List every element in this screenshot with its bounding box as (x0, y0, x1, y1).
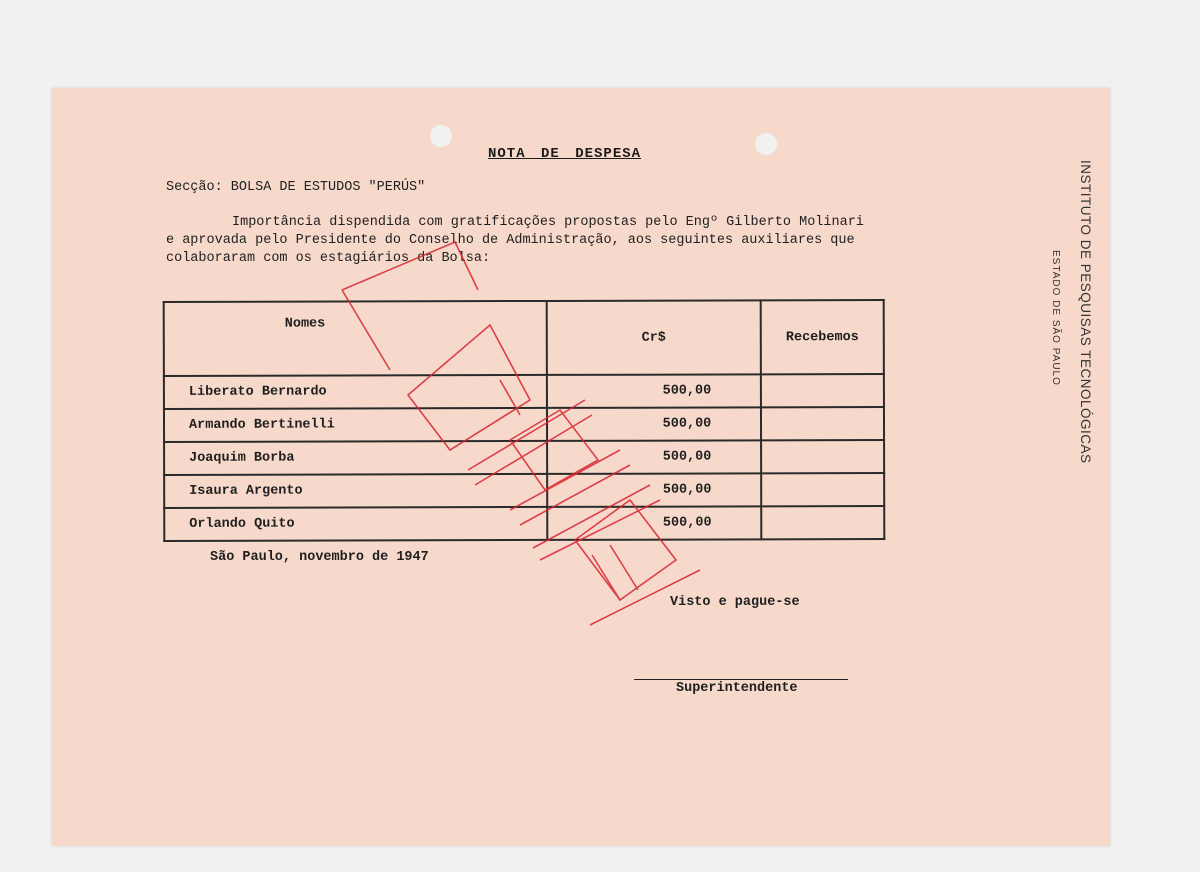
row-received (761, 506, 884, 539)
description-paragraph (166, 214, 864, 268)
row-name: Orlando Quito (164, 507, 547, 541)
section-line: Secção: BOLSA DE ESTUDOS "PERÚS" (166, 180, 426, 195)
document-title: NOTA DE DESPESA (488, 146, 642, 162)
paragraph-line-2: e aprovada pelo Presidente do Conselho de Administração, aos seguintes auxiliares que (166, 233, 855, 248)
paragraph-line-3: colaboraram com os estagiários da Bolsa: (166, 251, 491, 266)
row-received (761, 440, 884, 473)
header-received: Recebemos (761, 300, 884, 374)
header-names: Nomes (164, 301, 547, 376)
row-value: 500,00 (547, 374, 761, 408)
table-row (164, 473, 884, 508)
header-amount: Cr$ (547, 300, 761, 375)
signature-line (634, 679, 848, 680)
signature-label: Superintendente (676, 681, 798, 696)
table-row (164, 440, 884, 475)
row-received (761, 473, 884, 506)
table-row (164, 407, 884, 442)
punch-hole-left (430, 125, 452, 147)
row-value: 500,00 (547, 506, 761, 540)
table-header-row (164, 300, 884, 376)
row-received (761, 407, 884, 440)
row-value: 500,00 (547, 440, 761, 474)
row-name: Armando Bertinelli (164, 408, 547, 442)
table-row (164, 374, 884, 409)
punch-hole-right (755, 133, 777, 155)
row-value: 500,00 (547, 407, 761, 441)
city-date: São Paulo, novembro de 1947 (210, 550, 429, 565)
row-value: 500,00 (547, 473, 761, 507)
paragraph-line-1: Importância dispendida com gratificações propostas pelo Engº Gilberto Molinari (232, 215, 864, 230)
row-name: Liberato Bernardo (164, 375, 547, 409)
letterhead-state: ESTADO DE SÃO PAULO (1050, 250, 1061, 386)
payment-table (163, 299, 886, 542)
row-name: Isaura Argento (164, 474, 547, 508)
approval-text: Visto e pague-se (670, 595, 800, 610)
letterhead-institute: INSTITUTO DE PESQUISAS TECNOLÓGICAS (1078, 160, 1093, 464)
table-row (164, 506, 884, 541)
row-name: Joaquim Borba (164, 441, 547, 475)
row-received (761, 374, 884, 407)
